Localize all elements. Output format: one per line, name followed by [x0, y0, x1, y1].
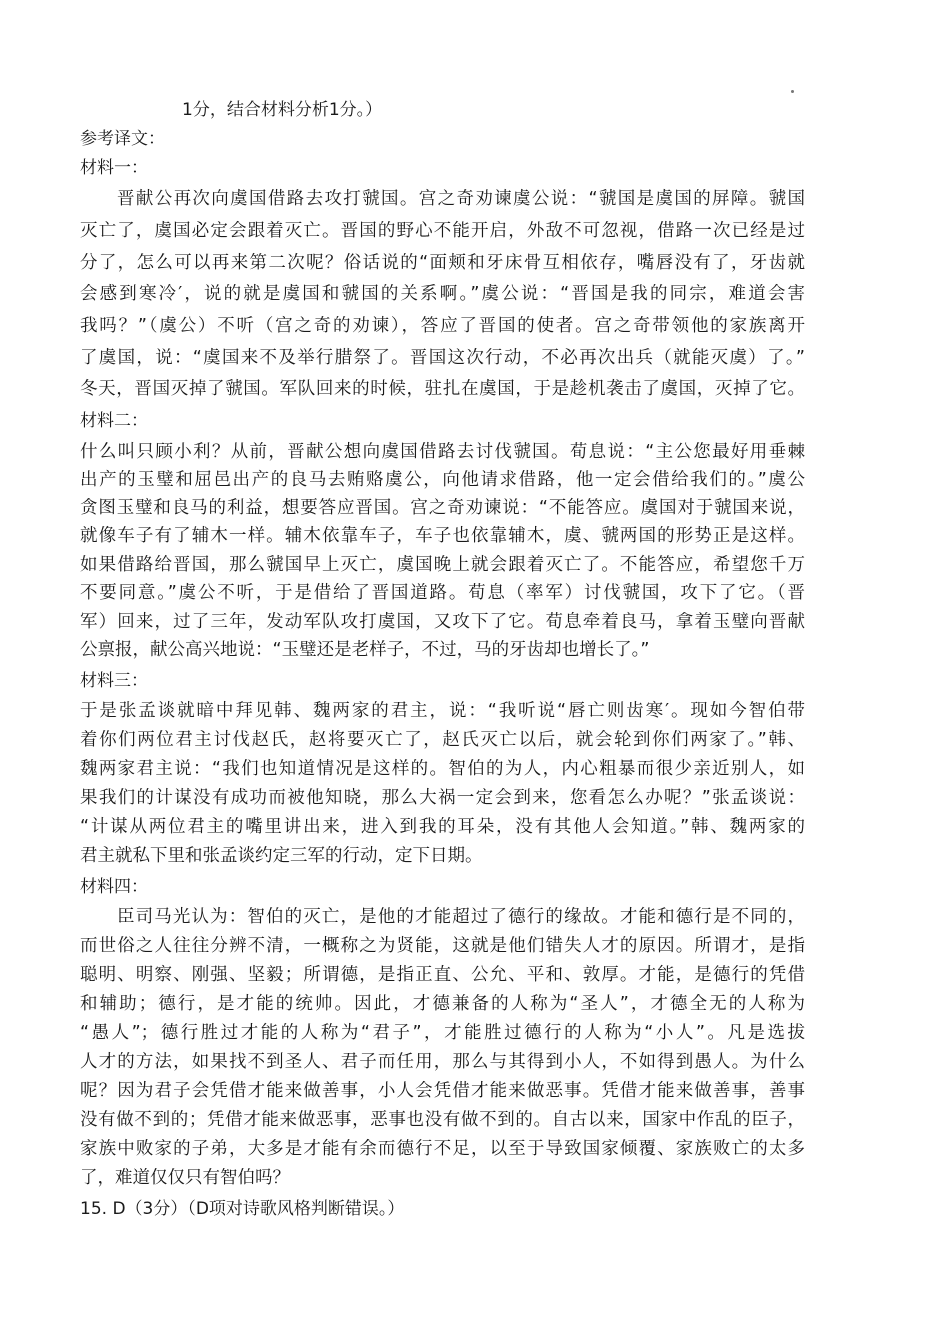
m4-line: “愚人”；德行胜过才能的人称为“君子”，才能胜过德行的人称为“小人”。凡是选拔: [80, 1023, 805, 1043]
m2-line: 军）回来，过了三年，发动军队攻打虞国，又攻下了它。荀息牵着良马，拿着玉璧向晋献: [80, 612, 805, 632]
m4-line: 聪明、明察、刚强、坚毅；所谓德，是指正直、公允、平和、敦厚。才能，是德行的凭借: [80, 965, 805, 985]
m4-line: 而世俗之人往往分辨不清，一概称之为贤能，这就是他们错失人才的原因。所谓才，是指: [80, 936, 805, 956]
m1-title: 材料一：: [80, 158, 148, 178]
m2-line: 贪图玉璧和良马的利益，想要答应晋国。宫之奇劝谏说：“不能答应。虞国对于虢国来说，: [80, 498, 805, 518]
m1-line: 了虞国，说：“虞国来不及举行腊祭了。晋国这次行动，不必再次出兵（就能灭虞）了。”: [80, 348, 805, 368]
m4-line: 臣司马光认为：智伯的灭亡，是他的才能超过了德行的缘故。才能和德行是不同的，: [117, 907, 805, 927]
ref-title: 参考译文：: [80, 129, 165, 149]
m2-line: 如果借路给晋国，那么虢国早上灭亡，虞国晚上就会跟着灭亡了。不能答应，希望您千万: [80, 555, 805, 575]
m3-line: 果我们的计谋没有成功而被他知晓，那么大祸一定会到来，您看怎么办呢？”张孟谈说：: [80, 788, 805, 808]
m4-line: 人才的方法，如果找不到圣人、君子而任用，那么与其得到小人，不如得到愚人。为什么: [80, 1052, 805, 1072]
m1-line: 分了，怎么可以再来第二次呢？俗话说的“面颊和牙床骨互相依存，嘴唇没有了，牙齿就: [80, 253, 805, 273]
m3-title: 材料三：: [80, 671, 148, 691]
m2-line: 什么叫只顾小利？从前，晋献公想向虞国借路去讨伐虢国。荀息说：“主公您最好用垂棘: [80, 442, 805, 462]
m4-line: 呢？因为君子会凭借才能来做善事，小人会凭借才能来做恶事。凭借才能来做善事，善事: [80, 1081, 805, 1101]
m4-line: 了，难道仅仅只有智伯吗？: [80, 1168, 290, 1188]
m4-title: 材料四：: [80, 877, 148, 897]
m2-line: 不要同意。”虞公不听，于是借给了晋国道路。荀息（率军）讨伐虢国，攻下了它。（晋: [80, 583, 805, 603]
m3-line: 着你们两位君主讨伐赵氏，赵将要灭亡了，赵氏灭亡以后，就会轮到你们两家了。”韩、: [80, 730, 805, 750]
m3-line: 魏两家君主说：“我们也知道情况是这样的。智伯的为人，内心粗暴而很少亲近别人，如: [80, 759, 805, 779]
m4-line: 没有做不到的；凭借才能来做恶事，恶事也没有做不到的。自古以来，国家中作乱的臣子，: [80, 1110, 805, 1130]
m4-line: 和辅助；德行，是才能的统帅。因此，才德兼备的人称为“圣人”，才德全无的人称为: [80, 994, 805, 1014]
m2-line: 就像车子有了辅木一样。辅木依靠车子，车子也依靠辅木，虞、虢两国的形势正是这样。: [80, 526, 805, 546]
m2-line: 公禀报，献公高兴地说：“玉璧还是老样子，不过，马的牙齿却也增长了。”: [80, 640, 650, 660]
m3-line: 于是张孟谈就暗中拜见韩、魏两家的君主，说：“我听说“唇亡则齿寒′。现如今智伯带: [80, 701, 805, 721]
m4-line: 家族中败家的子弟，大多是才能有余而德行不足，以至于导致国家倾覆、家族败亡的太多: [80, 1139, 805, 1159]
answer-line: 15. D（3分）（D项对诗歌风格判断错误。）: [80, 1199, 405, 1219]
m2-title: 材料二：: [80, 411, 148, 431]
m1-line: 冬天，晋国灭掉了虢国。军队回来的时候，驻扎在虞国，于是趁机袭击了虞国，灭掉了它。: [80, 379, 805, 399]
header-line: 1分，结合材料分析1分。）: [182, 100, 383, 120]
m1-line: 晋献公再次向虞国借路去攻打虢国。宫之奇劝谏虞公说：“虢国是虞国的屏障。虢国: [117, 189, 805, 209]
m3-line: 君主就私下里和张孟谈约定三军的行动，定下日期。: [80, 846, 483, 866]
m3-line: “计谋从两位君主的嘴里讲出来，进入到我的耳朵，没有其他人会知道。”韩、魏两家的: [80, 817, 805, 837]
m1-line: 我吗？”（虞公）不听（宫之奇的劝谏），答应了晋国的使者。宫之奇带领他的家族离开: [80, 316, 805, 336]
m2-line: 出产的玉璧和屈邑出产的良马去贿赂虞公，向他请求借路，他一定会借给我们的。”虞公: [80, 470, 805, 490]
m1-line: 会感到寒冷′，说的就是虞国和虢国的关系啊。”虞公说：“晋国是我的同宗，难道会害: [80, 284, 805, 304]
stray-dot: [791, 90, 794, 93]
m1-line: 灭亡了，虞国必定会跟着灭亡。晋国的野心不能开启，外敌不可忽视，借路一次已经是过: [80, 221, 805, 241]
